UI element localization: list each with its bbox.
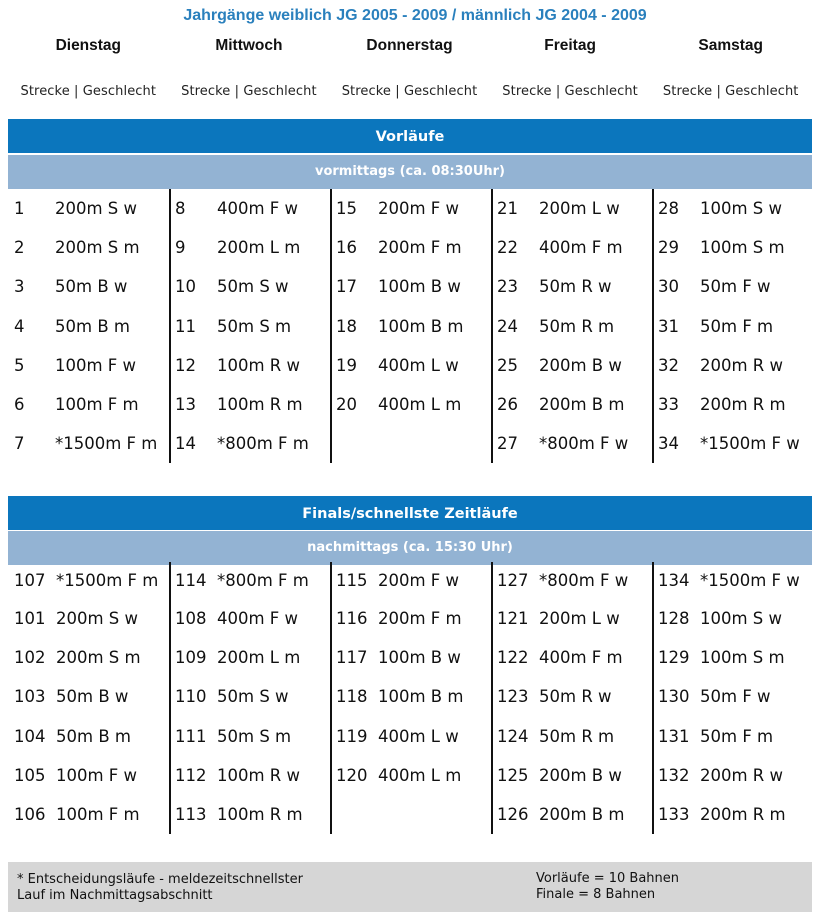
event-distance-gender: 200m F w (378, 199, 460, 219)
event-distance-gender: 100m B w (378, 277, 461, 297)
event-distance-gender: 100m F w (55, 355, 137, 375)
event-row (332, 756, 491, 795)
event-number: 120 (336, 765, 368, 785)
event-distance-gender: 200m S w (56, 609, 139, 629)
event-number: 110 (175, 687, 207, 707)
event-distance-gender: 400m F w (217, 199, 299, 219)
event-number: 19 (336, 355, 357, 375)
event-number: 24 (497, 316, 518, 336)
event-number: 21 (497, 199, 518, 219)
event-row (171, 717, 330, 756)
event-distance-gender: 50m S m (217, 316, 292, 336)
event-number: 26 (497, 395, 518, 415)
event-number: 27 (497, 434, 518, 454)
event-number: 133 (658, 805, 690, 825)
event-number: 102 (14, 648, 46, 668)
event-row (493, 756, 652, 795)
event-number: 131 (658, 726, 690, 746)
day-wednesday: Mittwoch (215, 37, 283, 54)
event-number: 5 (14, 355, 25, 375)
event-distance-gender: 50m B w (56, 687, 129, 707)
event-row (171, 562, 330, 599)
subheader-tuesday: Strecke | Geschlecht (20, 84, 157, 99)
heats-schedule-grid (8, 189, 812, 463)
schedule-column (8, 189, 169, 463)
event-number: 22 (497, 238, 518, 258)
event-distance-gender: 100m F w (56, 765, 138, 785)
page-title: Jahrgänge weiblich JG 2005 - 2009 / männlich JG 2004 - 2009 (183, 7, 647, 24)
event-number: 14 (175, 434, 196, 454)
event-row (332, 346, 491, 385)
section-finals-subtitle: nachmittags (ca. 15:30 Uhr) (8, 531, 812, 565)
event-number: 8 (175, 199, 186, 219)
event-row (8, 795, 169, 834)
event-row (8, 228, 169, 267)
event-row (171, 346, 330, 385)
event-distance-gender: 50m R w (539, 277, 612, 297)
event-number: 25 (497, 355, 518, 375)
event-distance-gender: 200m B w (539, 765, 622, 785)
event-distance-gender: 200m L m (217, 238, 301, 258)
finals-schedule-grid (8, 562, 812, 828)
event-number: 121 (497, 609, 529, 629)
event-distance-gender: 50m F m (700, 726, 774, 746)
event-number: 30 (658, 277, 679, 297)
event-number: 127 (497, 571, 529, 590)
event-distance-gender: *800m F w (539, 571, 629, 590)
footer-note (17, 872, 303, 904)
event-number: 9 (175, 238, 186, 258)
event-row (654, 189, 812, 228)
event-number: 18 (336, 316, 357, 336)
event-row (654, 307, 812, 346)
event-row (8, 346, 169, 385)
subheader-row (8, 84, 811, 99)
event-distance-gender: 200m B w (539, 355, 622, 375)
event-distance-gender: 100m R m (217, 805, 303, 825)
event-number: 106 (14, 805, 46, 825)
event-number: 114 (175, 571, 207, 590)
event-distance-gender: 400m L w (378, 355, 459, 375)
event-distance-gender: 400m L w (378, 726, 459, 746)
event-distance-gender: 400m L m (378, 395, 462, 415)
event-number: 115 (336, 571, 368, 590)
event-distance-gender: *800m F m (217, 571, 309, 590)
event-distance-gender: 50m B m (55, 316, 130, 336)
event-distance-gender: 50m S m (217, 726, 292, 746)
schedule-column (330, 189, 491, 463)
event-distance-gender: 50m B w (55, 277, 128, 297)
event-row (171, 599, 330, 638)
event-row (493, 346, 652, 385)
day-thursday: Donnerstag (366, 37, 453, 54)
event-distance-gender: 50m F w (700, 277, 771, 297)
event-number: 13 (175, 395, 196, 415)
event-row (654, 638, 812, 677)
event-distance-gender: 200m F w (378, 571, 460, 590)
event-distance-gender: *1500m F w (700, 571, 800, 590)
event-number: 116 (336, 609, 368, 629)
event-row (493, 795, 652, 834)
event-row (654, 562, 812, 599)
event-row (171, 267, 330, 306)
event-row (171, 677, 330, 716)
event-number: 10 (175, 277, 196, 297)
event-row (171, 756, 330, 795)
event-distance-gender: 400m F m (539, 238, 623, 258)
event-number: 23 (497, 277, 518, 297)
event-distance-gender: 100m F m (55, 395, 139, 415)
event-distance-gender: 200m S w (55, 199, 138, 219)
event-row (493, 189, 652, 228)
event-distance-gender: 200m R m (700, 395, 786, 415)
footer-legend (8, 862, 812, 912)
event-row (493, 424, 652, 463)
event-number: 124 (497, 726, 529, 746)
event-distance-gender: 200m L w (539, 609, 620, 629)
event-row (332, 385, 491, 424)
event-distance-gender: 100m R w (217, 765, 301, 785)
schedule-column (330, 562, 491, 834)
schedule-column (491, 562, 652, 834)
event-row (171, 228, 330, 267)
schedule-column (169, 189, 330, 463)
event-row (8, 638, 169, 677)
event-distance-gender: 50m R w (539, 687, 612, 707)
event-distance-gender: *800m F m (217, 434, 309, 454)
event-row (8, 756, 169, 795)
event-number: 111 (175, 726, 207, 746)
event-distance-gender: 100m S m (700, 648, 785, 668)
event-distance-gender: 200m L m (217, 648, 301, 668)
event-row (8, 562, 169, 599)
schedule-column (652, 562, 812, 834)
event-distance-gender: 100m B w (378, 648, 461, 668)
event-row (332, 307, 491, 346)
event-number: 7 (14, 434, 25, 454)
event-row (493, 307, 652, 346)
event-row (332, 228, 491, 267)
event-number: 101 (14, 609, 46, 629)
event-number: 109 (175, 648, 207, 668)
event-row (332, 677, 491, 716)
day-saturday: Samstag (698, 37, 763, 54)
event-number: 128 (658, 609, 690, 629)
event-distance-gender: 200m B m (539, 395, 625, 415)
event-row (493, 677, 652, 716)
event-row (332, 638, 491, 677)
event-row (654, 346, 812, 385)
event-number: 112 (175, 765, 207, 785)
event-row (171, 385, 330, 424)
event-row (8, 385, 169, 424)
event-row (332, 717, 491, 756)
footer-info-line-2: Finale = 8 Bahnen (536, 887, 656, 902)
event-number: 134 (658, 571, 690, 590)
event-row (493, 228, 652, 267)
event-number: 117 (336, 648, 368, 668)
event-number: 1 (14, 199, 25, 219)
event-number: 126 (497, 805, 529, 825)
subheader-saturday: Strecke | Geschlecht (662, 84, 799, 99)
event-number: 17 (336, 277, 357, 297)
event-row (8, 677, 169, 716)
section-heats-title: Vorläufe (8, 119, 812, 153)
event-row (8, 717, 169, 756)
event-number: 123 (497, 687, 529, 707)
event-number: 105 (14, 765, 46, 785)
event-distance-gender: 100m S m (700, 238, 785, 258)
day-friday: Freitag (544, 37, 596, 54)
event-distance-gender: 200m S m (55, 238, 140, 258)
subheader-friday: Strecke | Geschlecht (502, 84, 638, 99)
event-number: 29 (658, 238, 679, 258)
event-distance-gender: 50m S w (217, 277, 289, 297)
event-row (493, 638, 652, 677)
schedule-column (8, 562, 169, 834)
event-distance-gender: 200m F m (378, 609, 462, 629)
event-number: 129 (658, 648, 690, 668)
event-row (493, 717, 652, 756)
event-number: 16 (336, 238, 357, 258)
event-distance-gender: *1500m F m (55, 434, 158, 454)
event-number: 119 (336, 726, 368, 746)
event-number: 113 (175, 805, 207, 825)
event-row (171, 307, 330, 346)
event-row (8, 424, 169, 463)
event-row (493, 267, 652, 306)
event-distance-gender: 200m L w (539, 199, 620, 219)
event-distance-gender: *1500m F w (700, 434, 800, 454)
event-number: 125 (497, 765, 529, 785)
schedule-column (491, 189, 652, 463)
event-row (654, 756, 812, 795)
footer-note-line-1: * Entscheidungsläufe - meldezeitschnellster (17, 872, 303, 887)
event-distance-gender: 200m S m (56, 648, 141, 668)
event-number: 34 (658, 434, 679, 454)
event-row (8, 189, 169, 228)
event-number: 130 (658, 687, 690, 707)
event-row (654, 677, 812, 716)
event-number: 3 (14, 277, 25, 297)
event-row (654, 795, 812, 834)
event-number: 132 (658, 765, 690, 785)
day-header-row (8, 37, 811, 55)
event-number: 33 (658, 395, 679, 415)
event-row (493, 385, 652, 424)
event-distance-gender: 100m B m (378, 316, 464, 336)
event-distance-gender: 50m B m (56, 726, 131, 746)
subheader-thursday: Strecke | Geschlecht (341, 84, 478, 99)
event-row (654, 385, 812, 424)
footer-lanes-info (536, 871, 679, 903)
schedule-column (169, 562, 330, 834)
event-distance-gender: 100m S w (700, 199, 783, 219)
event-distance-gender: 200m B m (539, 805, 625, 825)
event-distance-gender: 50m F m (700, 316, 774, 336)
event-row (8, 307, 169, 346)
event-row (171, 189, 330, 228)
footer-info-line-1: Vorläufe = 10 Bahnen (536, 871, 680, 886)
event-number: 122 (497, 648, 529, 668)
schedule-column (652, 189, 812, 463)
event-distance-gender: *800m F w (539, 434, 629, 454)
event-distance-gender: 50m R m (539, 316, 615, 336)
event-number: 12 (175, 355, 196, 375)
event-number: 2 (14, 238, 25, 258)
event-row (654, 228, 812, 267)
event-number: 107 (14, 571, 46, 590)
event-row (8, 267, 169, 306)
event-number: 28 (658, 199, 679, 219)
event-distance-gender: 50m R m (539, 726, 615, 746)
event-number: 108 (175, 609, 207, 629)
event-distance-gender: 200m F m (378, 238, 462, 258)
event-distance-gender: 50m S w (217, 687, 289, 707)
section-heats-subtitle: vormittags (ca. 08:30Uhr) (8, 155, 812, 189)
event-row (171, 424, 330, 463)
event-number: 31 (658, 316, 679, 336)
event-row (654, 267, 812, 306)
event-distance-gender: 100m S w (700, 609, 783, 629)
section-finals-title: Finals/schnellste Zeitläufe (8, 496, 812, 530)
event-distance-gender: 200m R w (700, 765, 784, 785)
event-distance-gender: 50m F w (700, 687, 771, 707)
event-row (332, 189, 491, 228)
event-distance-gender: 100m F m (56, 805, 140, 825)
event-distance-gender: 200m R m (700, 805, 786, 825)
event-number: 11 (175, 316, 196, 336)
event-row (332, 562, 491, 599)
event-row (654, 717, 812, 756)
event-row (8, 599, 169, 638)
event-number: 118 (336, 687, 368, 707)
event-number: 104 (14, 726, 46, 746)
day-tuesday: Dienstag (55, 37, 122, 54)
event-number: 20 (336, 395, 357, 415)
event-distance-gender: 100m R w (217, 355, 301, 375)
event-row (654, 599, 812, 638)
event-row (171, 638, 330, 677)
event-number: 32 (658, 355, 679, 375)
event-row (332, 599, 491, 638)
event-number: 6 (14, 395, 25, 415)
event-row (493, 562, 652, 599)
event-row (171, 795, 330, 834)
event-row (332, 267, 491, 306)
event-number: 15 (336, 199, 357, 219)
event-distance-gender: 400m F w (217, 609, 299, 629)
event-row (493, 599, 652, 638)
footer-note-line-2: Lauf im Nachmittagsabschnitt (17, 888, 213, 903)
event-row (654, 424, 812, 463)
event-number: 4 (14, 316, 25, 336)
subheader-wednesday: Strecke | Geschlecht (181, 84, 317, 99)
event-distance-gender: 400m F m (539, 648, 623, 668)
event-distance-gender: *1500m F m (56, 571, 159, 590)
event-distance-gender: 400m L m (378, 765, 462, 785)
event-distance-gender: 200m R w (700, 355, 784, 375)
event-number: 103 (14, 687, 46, 707)
event-distance-gender: 100m R m (217, 395, 303, 415)
event-distance-gender: 100m B m (378, 687, 464, 707)
